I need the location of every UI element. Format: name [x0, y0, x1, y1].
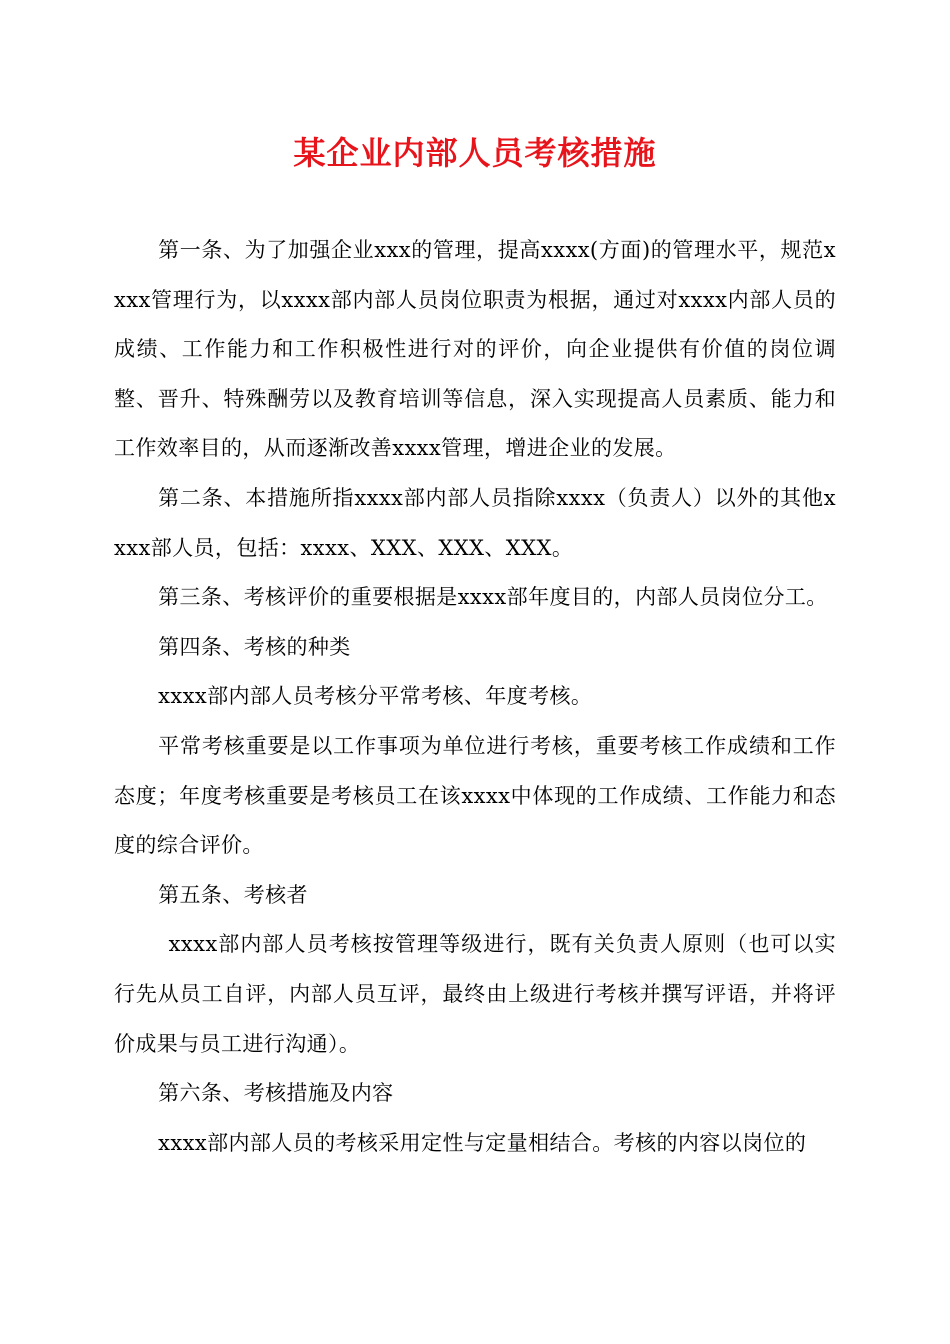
document-title: 某企业内部人员考核措施	[293, 134, 657, 172]
paragraph-assessment-types: xxxx部内部人员考核分平常考核、年度考核。	[158, 684, 593, 709]
document-body	[114, 226, 836, 1168]
paragraph-article-5-heading: 第五条、考核者	[158, 882, 308, 907]
paragraph-assessor-rules: xxxx部内部人员考核按管理等级进行，既有关负责人原则（也可以实行先从员工自评，内部人员互评，最终由上级进行考核并撰写评语，并将评价成果与员工进行沟通）。	[114, 932, 836, 1056]
paragraph-article-4-heading: 第四条、考核的种类	[158, 634, 351, 659]
paragraph-assessment-details: 平常考核重要是以工作事项为单位进行考核，重要考核工作成绩和工作态度；年度考核重要是考核员工在该xxxx中体现的工作成绩、工作能力和态度的综合评价。	[114, 733, 836, 858]
paragraph-article-2: 第二条、本措施所指xxxx部内部人员指除xxxx（负责人）以外的其他xxxx部人员，包括：xxxx、XXX、XXX、XXX。	[114, 485, 836, 560]
paragraph-article-1: 第一条、为了加强企业xxx的管理，提高xxxx(方面)的管理水平，规范xxxx管理行为，以xxxx部内部人员岗位职责为根据，通过对xxxx内部人员的成绩、工作能力和工作积极性进行对的评价，向企业提供有价值的岗位调整、晋升、特殊酬劳以及教育培训等信息，深入实现提高人员素质、能力和工作效率目的，从而逐渐改善xxxx管理，增进企业的发展。	[114, 238, 836, 461]
paragraph-article-6-heading: 第六条、考核措施及内容	[158, 1081, 394, 1106]
paragraph-article-3: 第三条、考核评价的重要根据是xxxx部年度目的，内部人员岗位分工。	[158, 585, 828, 610]
paragraph-assessment-content: xxxx部内部人员的考核采用定性与定量相结合。考核的内容以岗位的	[158, 1130, 807, 1155]
